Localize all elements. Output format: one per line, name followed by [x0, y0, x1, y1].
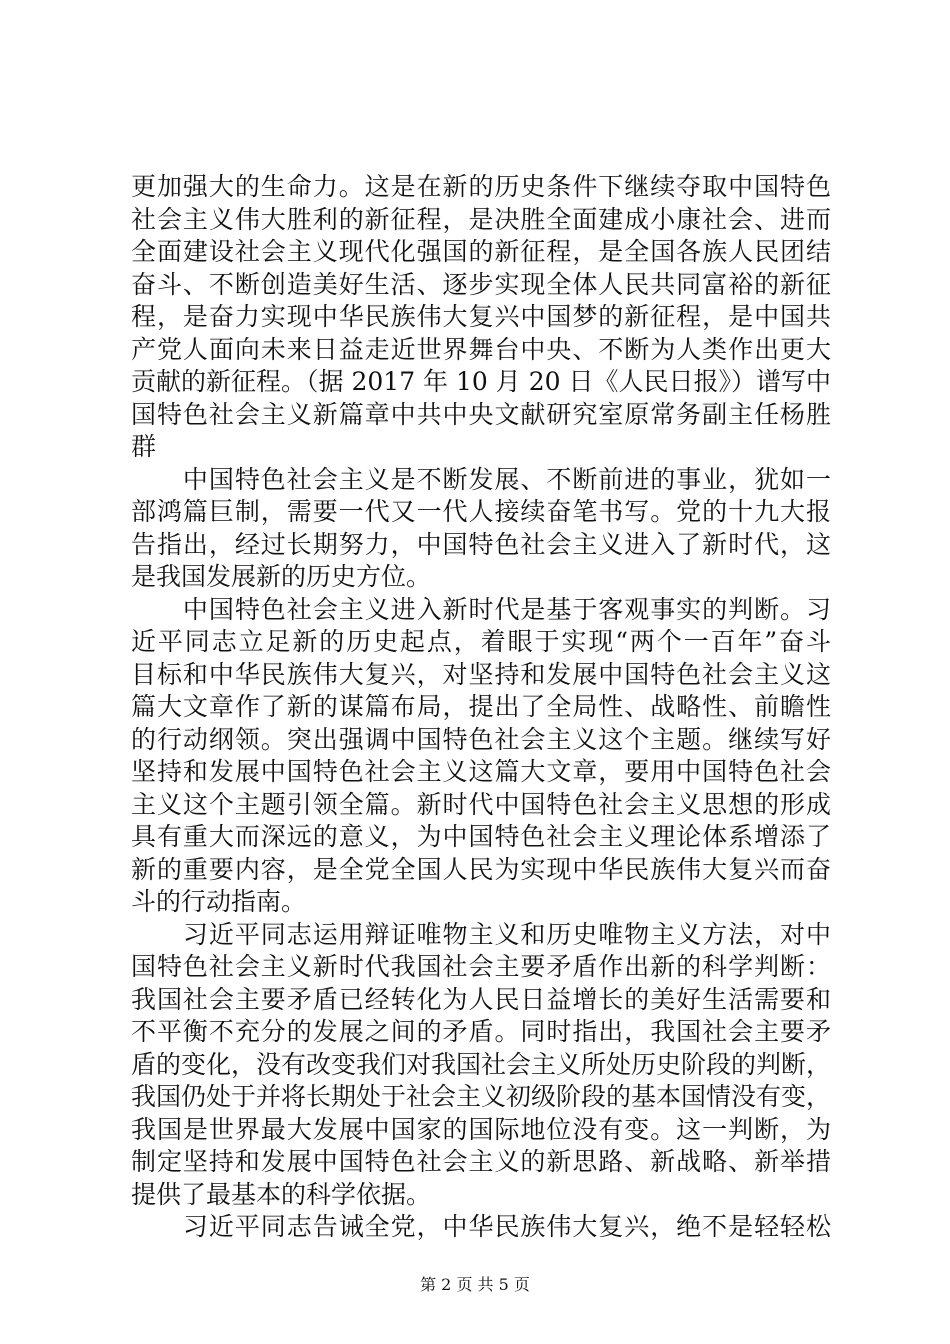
text-line: 坚持和发展中国特色社会主义这篇大文章，要用中国特色社会: [131, 757, 831, 786]
text-line: 告指出，经过长期努力，中国特色社会主义进入了新时代，这: [131, 529, 831, 559]
text-line: 贡献的新征程。（据 2017 年 10 月 20 日《人民日报》）谱写中: [131, 367, 831, 396]
text-line: 目标和中华民族伟大复兴，对坚持和发展中国特色社会主义这: [131, 659, 831, 689]
text-line: 新的重要内容，是全党全国人民为实现中华民族伟大复兴而奋: [131, 854, 831, 884]
text-line: 全面建设社会主义现代化强国的新征程，是全国各族人民团结: [131, 237, 831, 266]
text-line: 产党人面向未来日益走近世界舞台中央、不断为人类作出更大: [131, 334, 831, 364]
document-body: [131, 171, 831, 1244]
text-line: 习近平同志告诫全党，中华民族伟大复兴，绝不是轻轻松: [131, 1212, 831, 1241]
text-line: 国特色社会主义新篇章中共中央文献研究室原常务副主任杨胜: [131, 399, 831, 429]
text-line: 具有重大而深远的意义，为中国特色社会主义理论体系增添了: [131, 822, 831, 851]
text-line: 更加强大的生命力。这是在新的历史条件下继续夺取中国特色: [131, 172, 831, 201]
text-line: 群: [131, 432, 157, 461]
text-line: 近平同志立足新的历史起点，着眼于实现“两个一百年”奋斗: [131, 627, 831, 656]
text-line: 制定坚持和发展中国特色社会主义的新思路、新战略、新举措: [131, 1147, 831, 1176]
text-line: 习近平同志运用辩证唯物主义和历史唯物主义方法，对中: [131, 919, 831, 949]
text-line: 主义这个主题引领全篇。新时代中国特色社会主义思想的形成: [131, 789, 831, 819]
page-number-label: 第 2 页 共 5 页: [420, 1275, 530, 1294]
text-line: 斗的行动指南。: [131, 887, 307, 916]
text-line: 奋斗、不断创造美好生活、逐步实现全体人民共同富裕的新征: [131, 269, 831, 299]
text-line: 国特色社会主义新时代我国社会主要矛盾作出新的科学判断：: [131, 952, 831, 981]
text-line: 社会主义伟大胜利的新征程，是决胜全面建成小康社会、进而: [131, 204, 831, 234]
page-footer: [0, 1275, 950, 1295]
text-line: 中国特色社会主义进入新时代是基于客观事实的判断。习: [131, 594, 831, 624]
text-line: 篇大文章作了新的谋篇布局，提出了全局性、战略性、前瞻性: [131, 692, 831, 721]
text-line: 是我国发展新的历史方位。: [131, 562, 432, 591]
text-line: 中国特色社会主义是不断发展、不断前进的事业，犹如一: [131, 464, 831, 494]
text-line: 我国是世界最大发展中国家的国际地位没有变。这一判断，为: [131, 1114, 831, 1144]
text-line: 我国仍处于并将长期处于社会主义初级阶段的基本国情没有变，: [131, 1082, 832, 1111]
text-line: 的行动纲领。突出强调中国特色社会主义这个主题。继续写好: [131, 724, 831, 754]
text-line: 不平衡不充分的发展之间的矛盾。同时指出，我国社会主要矛: [131, 1017, 831, 1046]
text-line: 我国社会主要矛盾已经转化为人民日益增长的美好生活需要和: [131, 984, 831, 1014]
text-line: 提供了最基本的科学依据。: [131, 1179, 432, 1209]
text-line: 部鸿篇巨制，需要一代又一代人接续奋笔书写。党的十九大报: [131, 497, 831, 526]
text-line: 程，是奋力实现中华民族伟大复兴中国梦的新征程，是中国共: [131, 302, 831, 331]
text-line: 盾的变化，没有改变我们对我国社会主义所处历史阶段的判断，: [131, 1049, 832, 1079]
